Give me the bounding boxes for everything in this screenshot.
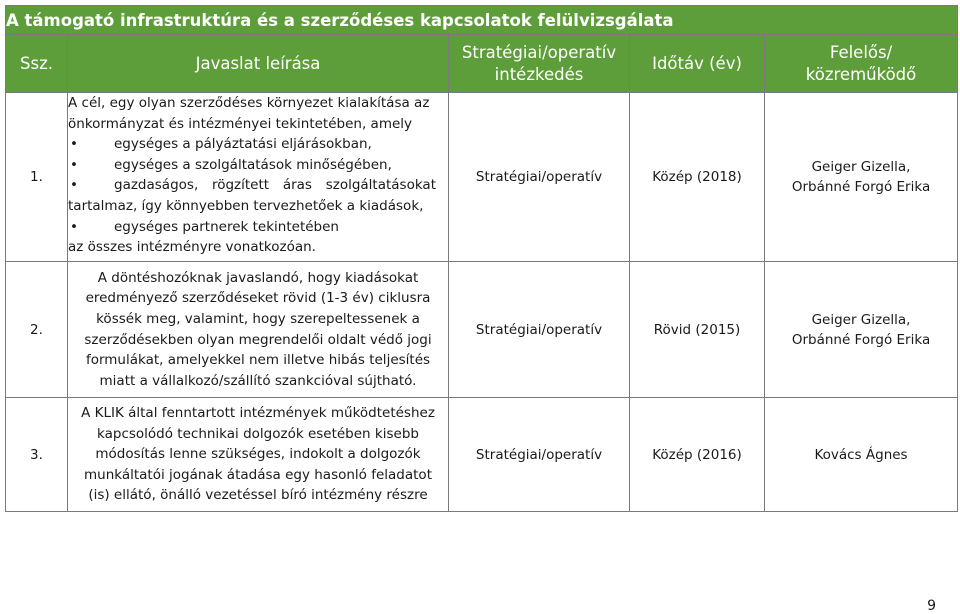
row-description [68,93,449,262]
description-line: (is) ellátó, önálló vezetéssel bíró intézmény részre [88,487,428,504]
header-timeframe: Időtáv (év) [630,35,765,93]
responsible-line1: Geiger Gizella, [811,311,911,328]
recommendations-table [5,5,958,512]
bullet-icon: • [70,156,78,173]
bullet-icon: • [70,136,78,153]
description-line: A KLIK által fenntartott intézmények működtetéshez [81,405,435,422]
row-responsible: Kovács Ágnes [765,398,958,512]
description-line: A döntéshozóknak javaslandó, hogy kiadásokat [97,269,419,286]
row-responsible [765,93,958,262]
bullet-item [68,134,448,155]
bullet-text: egységes partnerek tekintetében [114,218,339,235]
row-timeframe: Rövid (2015) [630,262,765,398]
row-number: 1. [6,93,68,262]
row-measure: Stratégiai/operatív [449,93,630,262]
table-row [6,262,958,398]
responsible-line1: Geiger Gizella, [811,159,911,175]
row-measure: Stratégiai/operatív [449,398,630,512]
row-timeframe: Közép (2016) [630,398,765,512]
header-description: Javaslat leírása [68,35,449,93]
description-line: miatt a vállalkozó/szállító szankcióval sújtható. [99,372,417,389]
table-header-row [6,35,958,93]
row-timeframe: Közép (2018) [630,93,765,262]
bullet-item [68,155,448,176]
description-line: szerződésekben olyan megrendelői oldalt védő jogi [84,331,432,348]
header-number: Ssz. [6,35,68,93]
bullet-icon: • [70,218,78,235]
bullet-item [68,217,448,238]
description-line: eredményező szerződéseket rövid (1-3 év) ciklusra [85,290,431,307]
description-line: kössék meg, valamint, hogy szerepeltessenek a [96,310,420,327]
header-measure-line2: intézkedés [494,64,584,84]
description-line: tartalmaz, így könnyebben tervezhetőek a kiadások, [68,197,424,214]
description-line: kapcsolódó technikai dolgozók esetében kisebb [97,425,419,442]
bullet-text: gazdaságos, rögzített áras szolgáltatásokat [114,177,436,194]
row-measure: Stratégiai/operatív [449,262,630,398]
header-responsible-line1: Felelős/ [829,42,893,62]
header-measure-line1: Stratégiai/operatív [461,42,617,62]
row-description [68,398,449,512]
description-line: A cél, egy olyan szerződéses környezet kialakítása az [68,95,430,111]
row-description [68,262,449,398]
bullet-icon: • [70,177,78,194]
table-row [6,93,958,262]
description-line: önkormányzat és intézményei tekintetében, amely [68,115,413,132]
table-title-row [6,6,958,35]
description-line: munkáltatói jogának átadása egy hasonló feladatot [83,466,432,483]
description-line: módosítás lenne szükséges, indokolt a dolgozók [95,446,421,463]
row-responsible [765,262,958,398]
header-responsible [765,35,958,93]
row-number: 2. [6,262,68,398]
responsible-line2: Orbánné Forgó Erika [791,331,931,348]
bullet-text: egységes a pályáztatási eljárásokban, [114,136,372,153]
header-responsible-line2: közreműködő [805,64,917,84]
description-line: az összes intézményre vonatkozóan. [68,239,316,256]
table-title: A támogató infrastruktúra és a szerződéses kapcsolatok felülvizsgálata [6,6,958,35]
header-measure [449,35,630,93]
bullet-text: egységes a szolgáltatások minőségében, [114,156,392,173]
responsible-line2: Orbánné Forgó Erika [791,179,931,195]
table-row [6,398,958,512]
page-number: 9 [927,598,936,614]
row-number: 3. [6,398,68,512]
bullet-item [68,175,448,196]
description-line: formulákat, amelyekkel nem illetve hibás teljesítés [85,352,431,369]
